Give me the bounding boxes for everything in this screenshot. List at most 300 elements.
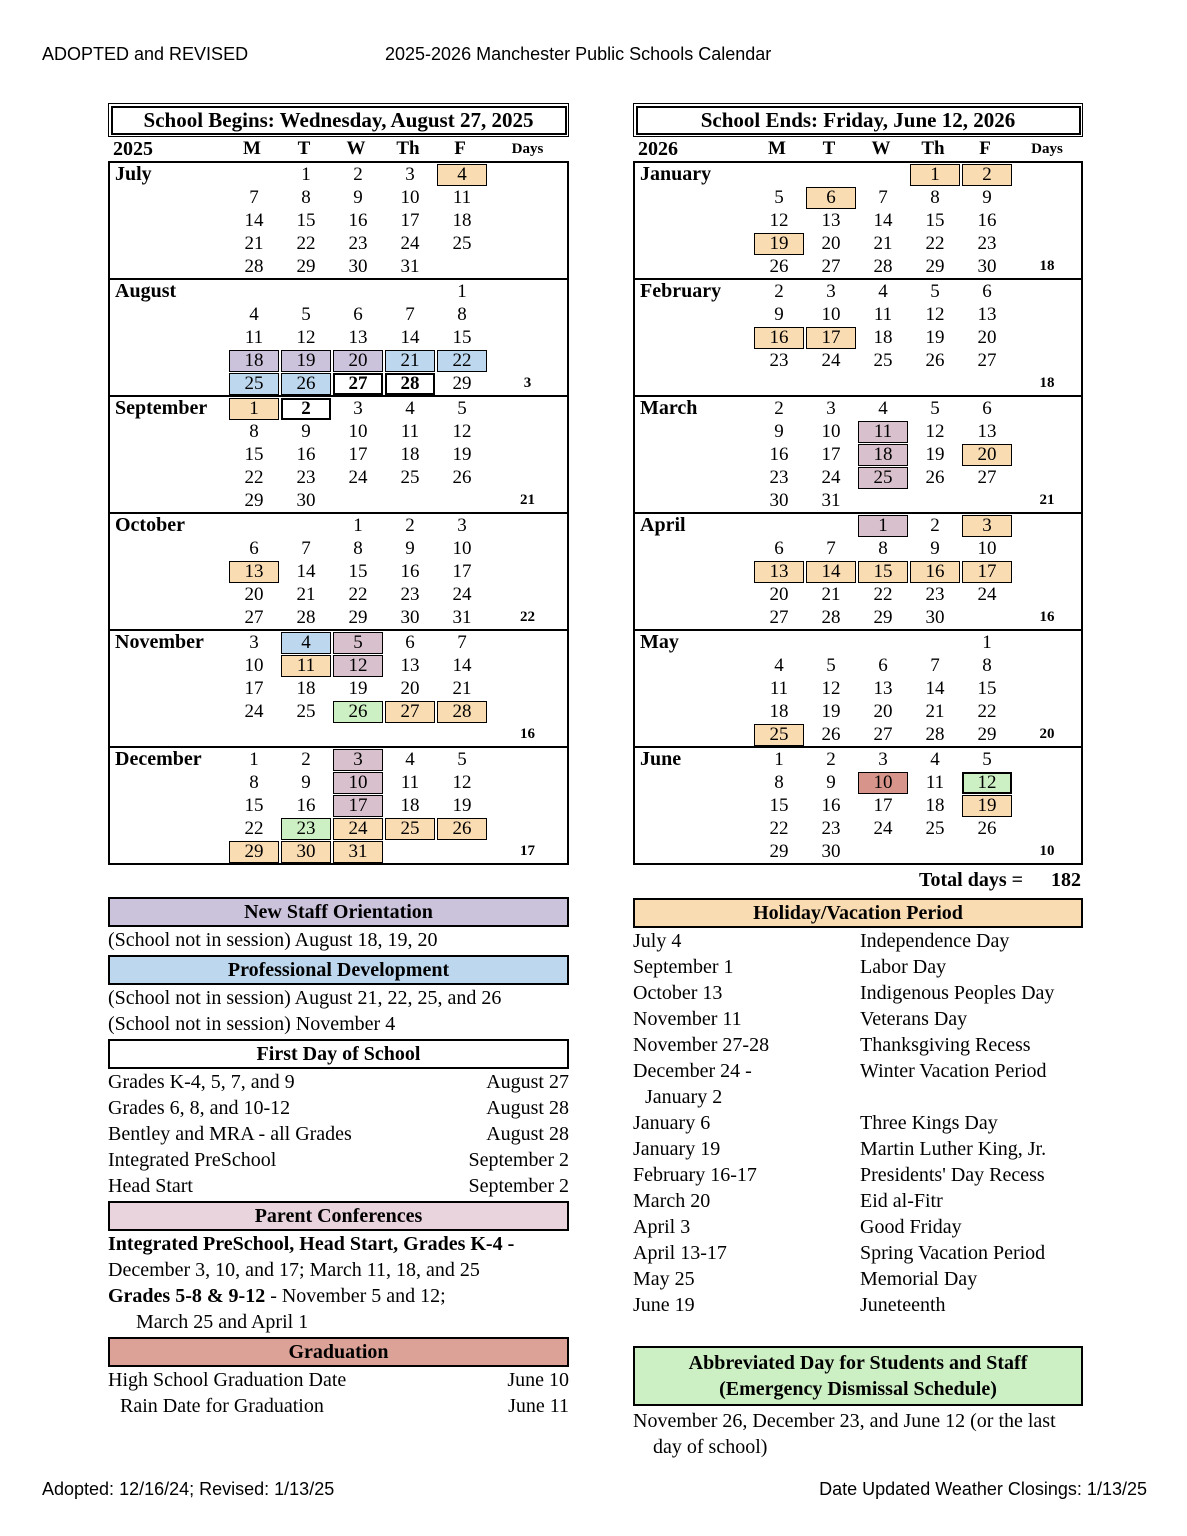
date-number: 15: [769, 794, 789, 816]
date-number: 15: [244, 443, 264, 465]
month-january: [635, 163, 1081, 280]
date-cell: [384, 607, 436, 629]
date-number: 13: [821, 209, 841, 231]
legend-row: [108, 1147, 569, 1173]
holiday-date: December 24 -: [633, 1060, 752, 1082]
date-cell: [280, 350, 332, 372]
week-row: [635, 654, 1081, 677]
date-number: 28: [925, 723, 945, 745]
date-cell: [228, 187, 280, 209]
legend-row: [108, 1011, 569, 1037]
week-row: [635, 443, 1081, 466]
date-number: 9: [774, 303, 784, 325]
date-cell: [961, 444, 1013, 466]
holiday-row: [633, 980, 1083, 1006]
date-number: 9: [405, 537, 415, 559]
date-cell: [280, 164, 332, 186]
holiday-date: January 19: [633, 1138, 721, 1160]
date-cell: [805, 561, 857, 583]
holiday-list: [633, 928, 1083, 1318]
date-cell: [857, 233, 909, 255]
holiday-name: Memorial Day: [860, 1268, 978, 1290]
date-cell: [753, 749, 805, 771]
date-number: 9: [774, 420, 784, 442]
date-number: 15: [977, 677, 997, 699]
holiday-name: Veterans Day: [860, 1008, 968, 1030]
week-row: [635, 326, 1081, 349]
date-number: 29: [769, 840, 789, 862]
date-number: 18: [858, 444, 908, 466]
week-row: [110, 654, 567, 677]
date-number: 27: [977, 349, 997, 371]
holiday-name: Presidents' Day Recess: [860, 1164, 1045, 1186]
date-cell: [280, 467, 332, 489]
date-cell: [228, 233, 280, 255]
day-header-thursday: Th: [921, 138, 945, 159]
date-number: 5: [457, 748, 467, 770]
date-number: 20: [400, 677, 420, 699]
date-number: 20: [962, 444, 1012, 466]
date-cell: [332, 795, 384, 817]
date-number: 11: [452, 186, 472, 208]
day-header-thursday: Th: [396, 138, 420, 159]
date-cell: [332, 538, 384, 560]
date-cell: [909, 350, 961, 372]
abbreviated-day-banner: [633, 1346, 1083, 1406]
holiday-date: October 13: [633, 982, 723, 1004]
date-cell: [909, 818, 961, 840]
date-number: 21: [244, 232, 264, 254]
date-number: 19: [925, 443, 945, 465]
date-cell: [228, 584, 280, 606]
month-label: November: [115, 631, 204, 653]
total-days-label: Total days =: [918, 869, 1023, 891]
date-number: 29: [229, 841, 279, 863]
right-calendar-grid: [633, 161, 1083, 865]
date-cell: [384, 818, 436, 840]
week-row: [110, 606, 567, 629]
date-number: 8: [353, 537, 363, 559]
week-row: [635, 560, 1081, 583]
fall-semester-panel: [108, 103, 569, 1419]
date-number: 13: [754, 561, 804, 583]
date-cell: [384, 210, 436, 232]
abbreviated-day-note-line1: November 26, December 23, and June 12 (or the last: [633, 1410, 1056, 1432]
date-number: 11: [925, 771, 945, 793]
adopted-revised-dates: Adopted: 12/16/24; Revised: 1/13/25: [42, 1479, 335, 1499]
date-cell: [857, 350, 909, 372]
date-number: 18: [296, 677, 316, 699]
date-cell: [909, 187, 961, 209]
month-days-count: 21: [520, 492, 535, 508]
date-number: 13: [348, 326, 368, 348]
date-number: 26: [769, 255, 789, 277]
date-cell: [436, 607, 488, 629]
legend-row: [108, 927, 569, 953]
date-number: 10: [821, 420, 841, 442]
date-cell: [753, 233, 805, 255]
holiday-name: Three Kings Day: [860, 1112, 998, 1134]
date-cell: [384, 749, 436, 771]
date-cell: [753, 327, 805, 349]
date-cell: [805, 749, 857, 771]
date-number: 12: [333, 655, 383, 677]
legend-row-text: March 25 and April 1: [136, 1311, 309, 1333]
date-number: 11: [769, 677, 789, 699]
date-cell: [280, 655, 332, 677]
date-number: 28: [437, 701, 487, 723]
holiday-row: [633, 1214, 1083, 1240]
legend-row-date: August 28: [486, 1097, 569, 1119]
legend-row-text: Head Start: [108, 1175, 193, 1197]
holiday-name: [860, 1084, 1083, 1110]
month-label: September: [115, 397, 208, 419]
date-number: 5: [930, 397, 940, 419]
date-number: 14: [400, 326, 420, 348]
date-cell: [961, 632, 1013, 654]
week-row: [635, 209, 1081, 232]
date-number: 1: [982, 631, 992, 653]
date-cell: [805, 490, 857, 512]
date-cell: [436, 281, 488, 303]
date-cell: [280, 749, 332, 771]
date-number: 24: [821, 349, 841, 371]
date-cell: [857, 281, 909, 303]
date-cell: [753, 210, 805, 232]
date-number: 29: [925, 255, 945, 277]
date-number: 16: [348, 209, 368, 231]
date-number: 30: [821, 840, 841, 862]
date-cell: [753, 281, 805, 303]
date-cell: [280, 795, 332, 817]
date-cell: [228, 561, 280, 583]
date-cell: [909, 256, 961, 278]
date-cell: [961, 701, 1013, 723]
date-number: 22: [873, 583, 893, 605]
date-cell: [857, 678, 909, 700]
date-cell: [436, 398, 488, 420]
day-header-monday: M: [243, 138, 261, 159]
date-number: 5: [982, 748, 992, 770]
date-cell: [857, 749, 909, 771]
date-cell: [384, 655, 436, 677]
week-row: [110, 560, 567, 583]
date-number: 12: [821, 677, 841, 699]
date-number: 17: [821, 443, 841, 465]
holiday-name: Indigenous Peoples Day: [860, 982, 1055, 1004]
date-cell: [384, 538, 436, 560]
date-number: 29: [348, 606, 368, 628]
date-number: 7: [301, 537, 311, 559]
date-number: 19: [281, 350, 331, 372]
right-calendar-header-row: [633, 137, 1083, 161]
date-number: 18: [873, 326, 893, 348]
date-number: 17: [244, 677, 264, 699]
date-number: 16: [769, 443, 789, 465]
week-row: [635, 349, 1081, 372]
date-cell: [909, 281, 961, 303]
date-cell: [332, 210, 384, 232]
date-number: 11: [858, 421, 908, 443]
date-number: 4: [774, 654, 784, 676]
date-number: 29: [244, 489, 264, 511]
date-cell: [805, 818, 857, 840]
date-number: 2: [353, 163, 363, 185]
date-number: 12: [962, 772, 1012, 794]
date-number: 3: [457, 514, 467, 536]
week-row: [110, 397, 567, 420]
date-number: 25: [385, 818, 435, 840]
date-cell: [961, 749, 1013, 771]
date-cell: [436, 678, 488, 700]
date-number: 22: [437, 350, 487, 372]
date-cell: [384, 772, 436, 794]
month-october: [110, 514, 567, 631]
date-number: 1: [229, 398, 279, 420]
date-cell: [961, 538, 1013, 560]
date-number: 23: [977, 232, 997, 254]
month-november: [110, 631, 567, 748]
date-cell: [228, 749, 280, 771]
date-number: 26: [437, 818, 487, 840]
date-cell: [228, 818, 280, 840]
holiday-date: February 16-17: [633, 1164, 757, 1186]
date-number: 2: [301, 748, 311, 770]
date-number: 12: [925, 303, 945, 325]
week-row: [635, 489, 1081, 512]
date-number: 5: [930, 280, 940, 302]
date-cell: [753, 444, 805, 466]
date-cell: [436, 233, 488, 255]
month-label: October: [115, 514, 185, 536]
week-row: [110, 280, 567, 303]
date-number: 18: [769, 700, 789, 722]
date-cell: [280, 818, 332, 840]
date-cell: [384, 233, 436, 255]
date-number: 8: [249, 420, 259, 442]
legend-row: [108, 1095, 569, 1121]
date-cell: [909, 327, 961, 349]
school-ends-text: School Ends: Friday, June 12, 2026: [636, 106, 1081, 135]
school-ends-banner: [633, 103, 1083, 137]
week-row: [635, 748, 1081, 771]
date-number: 3: [826, 280, 836, 302]
date-number: 29: [452, 372, 472, 394]
date-number: 21: [925, 700, 945, 722]
legend-row: [108, 1367, 569, 1393]
legend-header-first-day-of-school: First Day of School: [108, 1039, 569, 1069]
legend-row: [108, 1283, 569, 1309]
week-row: [635, 420, 1081, 443]
day-header-tuesday: T: [297, 138, 311, 159]
date-cell: [228, 350, 280, 372]
date-number: 8: [301, 186, 311, 208]
date-cell: [909, 655, 961, 677]
week-row: [635, 794, 1081, 817]
date-number: 14: [244, 209, 264, 231]
date-number: 22: [977, 700, 997, 722]
week-row: [110, 232, 567, 255]
date-cell: [332, 678, 384, 700]
date-number: 26: [925, 349, 945, 371]
date-number: 17: [452, 560, 472, 582]
date-number: 9: [301, 420, 311, 442]
abbreviated-day-title-line2: (Emergency Dismissal Schedule): [719, 1378, 997, 1400]
legend-row-text: Grades K-4, 5, 7, and 9: [108, 1071, 295, 1093]
date-number: 9: [353, 186, 363, 208]
week-row: [110, 794, 567, 817]
date-cell: [384, 327, 436, 349]
holiday-row: [633, 1240, 1083, 1266]
date-cell: [436, 538, 488, 560]
date-cell: [280, 701, 332, 723]
date-cell: [280, 444, 332, 466]
date-cell: [857, 538, 909, 560]
week-row: [635, 677, 1081, 700]
date-number: 22: [925, 232, 945, 254]
date-number: 16: [296, 443, 316, 465]
date-cell: [961, 233, 1013, 255]
date-cell: [909, 467, 961, 489]
week-row: [110, 771, 567, 794]
date-number: 25: [754, 724, 804, 746]
date-number: 5: [333, 632, 383, 654]
date-number: 7: [249, 186, 259, 208]
legend-row-text: (School not in session) August 21, 22, 25, and 26: [108, 987, 502, 1009]
date-cell: [436, 515, 488, 537]
week-row: [635, 583, 1081, 606]
days-count-header: Days: [511, 140, 544, 157]
school-begins-banner: [108, 103, 569, 137]
date-cell: [961, 398, 1013, 420]
left-legend: [108, 897, 569, 1419]
date-number: 1: [457, 280, 467, 302]
holiday-date: January 2: [645, 1086, 723, 1108]
week-row: [635, 537, 1081, 560]
month-label: August: [115, 280, 177, 302]
date-cell: [332, 398, 384, 420]
holiday-row: [633, 1266, 1083, 1292]
date-cell: [805, 256, 857, 278]
date-number: 27: [333, 373, 383, 395]
date-number: 4: [249, 303, 259, 325]
date-cell: [228, 327, 280, 349]
date-number: 7: [826, 537, 836, 559]
holiday-date: April 13-17: [633, 1242, 727, 1264]
date-number: 13: [873, 677, 893, 699]
date-cell: [384, 164, 436, 186]
date-number: 1: [910, 164, 960, 186]
day-header-tuesday: T: [822, 138, 836, 159]
date-number: 15: [452, 326, 472, 348]
date-number: 9: [826, 771, 836, 793]
date-cell: [961, 210, 1013, 232]
legend-row-text: Grades 6, 8, and 10-12: [108, 1097, 291, 1119]
legend-row-text: Bentley and MRA - all Grades: [108, 1123, 352, 1145]
legend-row-text: (School not in session) November 4: [108, 1013, 396, 1035]
legend-row-text: Integrated PreSchool: [108, 1149, 277, 1171]
date-number: 10: [400, 186, 420, 208]
legend-row-date: June 11: [508, 1395, 569, 1417]
date-number: 31: [333, 841, 383, 863]
date-cell: [280, 233, 332, 255]
date-number: 8: [774, 771, 784, 793]
date-cell: [228, 632, 280, 654]
month-days-count: 18: [1039, 258, 1055, 274]
date-cell: [436, 164, 488, 186]
date-number: 24: [977, 583, 997, 605]
week-row: [635, 163, 1081, 186]
date-number: 19: [348, 677, 368, 699]
holiday-row: [633, 954, 1083, 980]
date-number: 2: [774, 397, 784, 419]
date-cell: [332, 421, 384, 443]
date-cell: [753, 467, 805, 489]
date-number: 13: [400, 654, 420, 676]
holiday-row: [633, 1058, 1083, 1084]
month-label: January: [640, 163, 712, 185]
date-number: 10: [348, 420, 368, 442]
date-number: 2: [930, 514, 940, 536]
date-cell: [857, 655, 909, 677]
date-cell: [961, 795, 1013, 817]
holiday-date: June 19: [633, 1294, 695, 1316]
date-cell: [805, 398, 857, 420]
date-cell: [384, 444, 436, 466]
legend-row-date: August 27: [486, 1071, 569, 1093]
date-number: 12: [925, 420, 945, 442]
date-number: 31: [821, 489, 841, 511]
date-number: 24: [400, 232, 420, 254]
date-number: 20: [769, 583, 789, 605]
date-cell: [228, 795, 280, 817]
holiday-date: January 6: [633, 1112, 711, 1134]
day-header-wednesday: W: [346, 138, 366, 159]
date-number: 28: [385, 373, 435, 395]
date-cell: [961, 467, 1013, 489]
date-cell: [909, 398, 961, 420]
date-number: 13: [977, 303, 997, 325]
date-cell: [909, 749, 961, 771]
legend-header-parent-conferences: Parent Conferences: [108, 1201, 569, 1231]
date-cell: [436, 561, 488, 583]
date-cell: [280, 632, 332, 654]
date-number: 23: [281, 818, 331, 840]
date-cell: [857, 256, 909, 278]
date-number: 30: [400, 606, 420, 628]
date-cell: [436, 373, 488, 395]
date-cell: [805, 467, 857, 489]
date-cell: [805, 350, 857, 372]
date-cell: [280, 304, 332, 326]
date-cell: [280, 772, 332, 794]
date-number: 14: [925, 677, 945, 699]
holiday-name: Juneteenth: [860, 1294, 946, 1316]
date-number: 23: [348, 232, 368, 254]
date-number: 6: [982, 280, 992, 302]
date-number: 26: [925, 466, 945, 488]
date-cell: [857, 561, 909, 583]
date-number: 10: [333, 772, 383, 794]
date-number: 25: [858, 467, 908, 489]
week-row: [110, 163, 567, 186]
date-cell: [228, 772, 280, 794]
date-number: 2: [826, 748, 836, 770]
date-cell: [805, 538, 857, 560]
date-cell: [753, 701, 805, 723]
date-cell: [909, 607, 961, 629]
date-number: 5: [457, 397, 467, 419]
